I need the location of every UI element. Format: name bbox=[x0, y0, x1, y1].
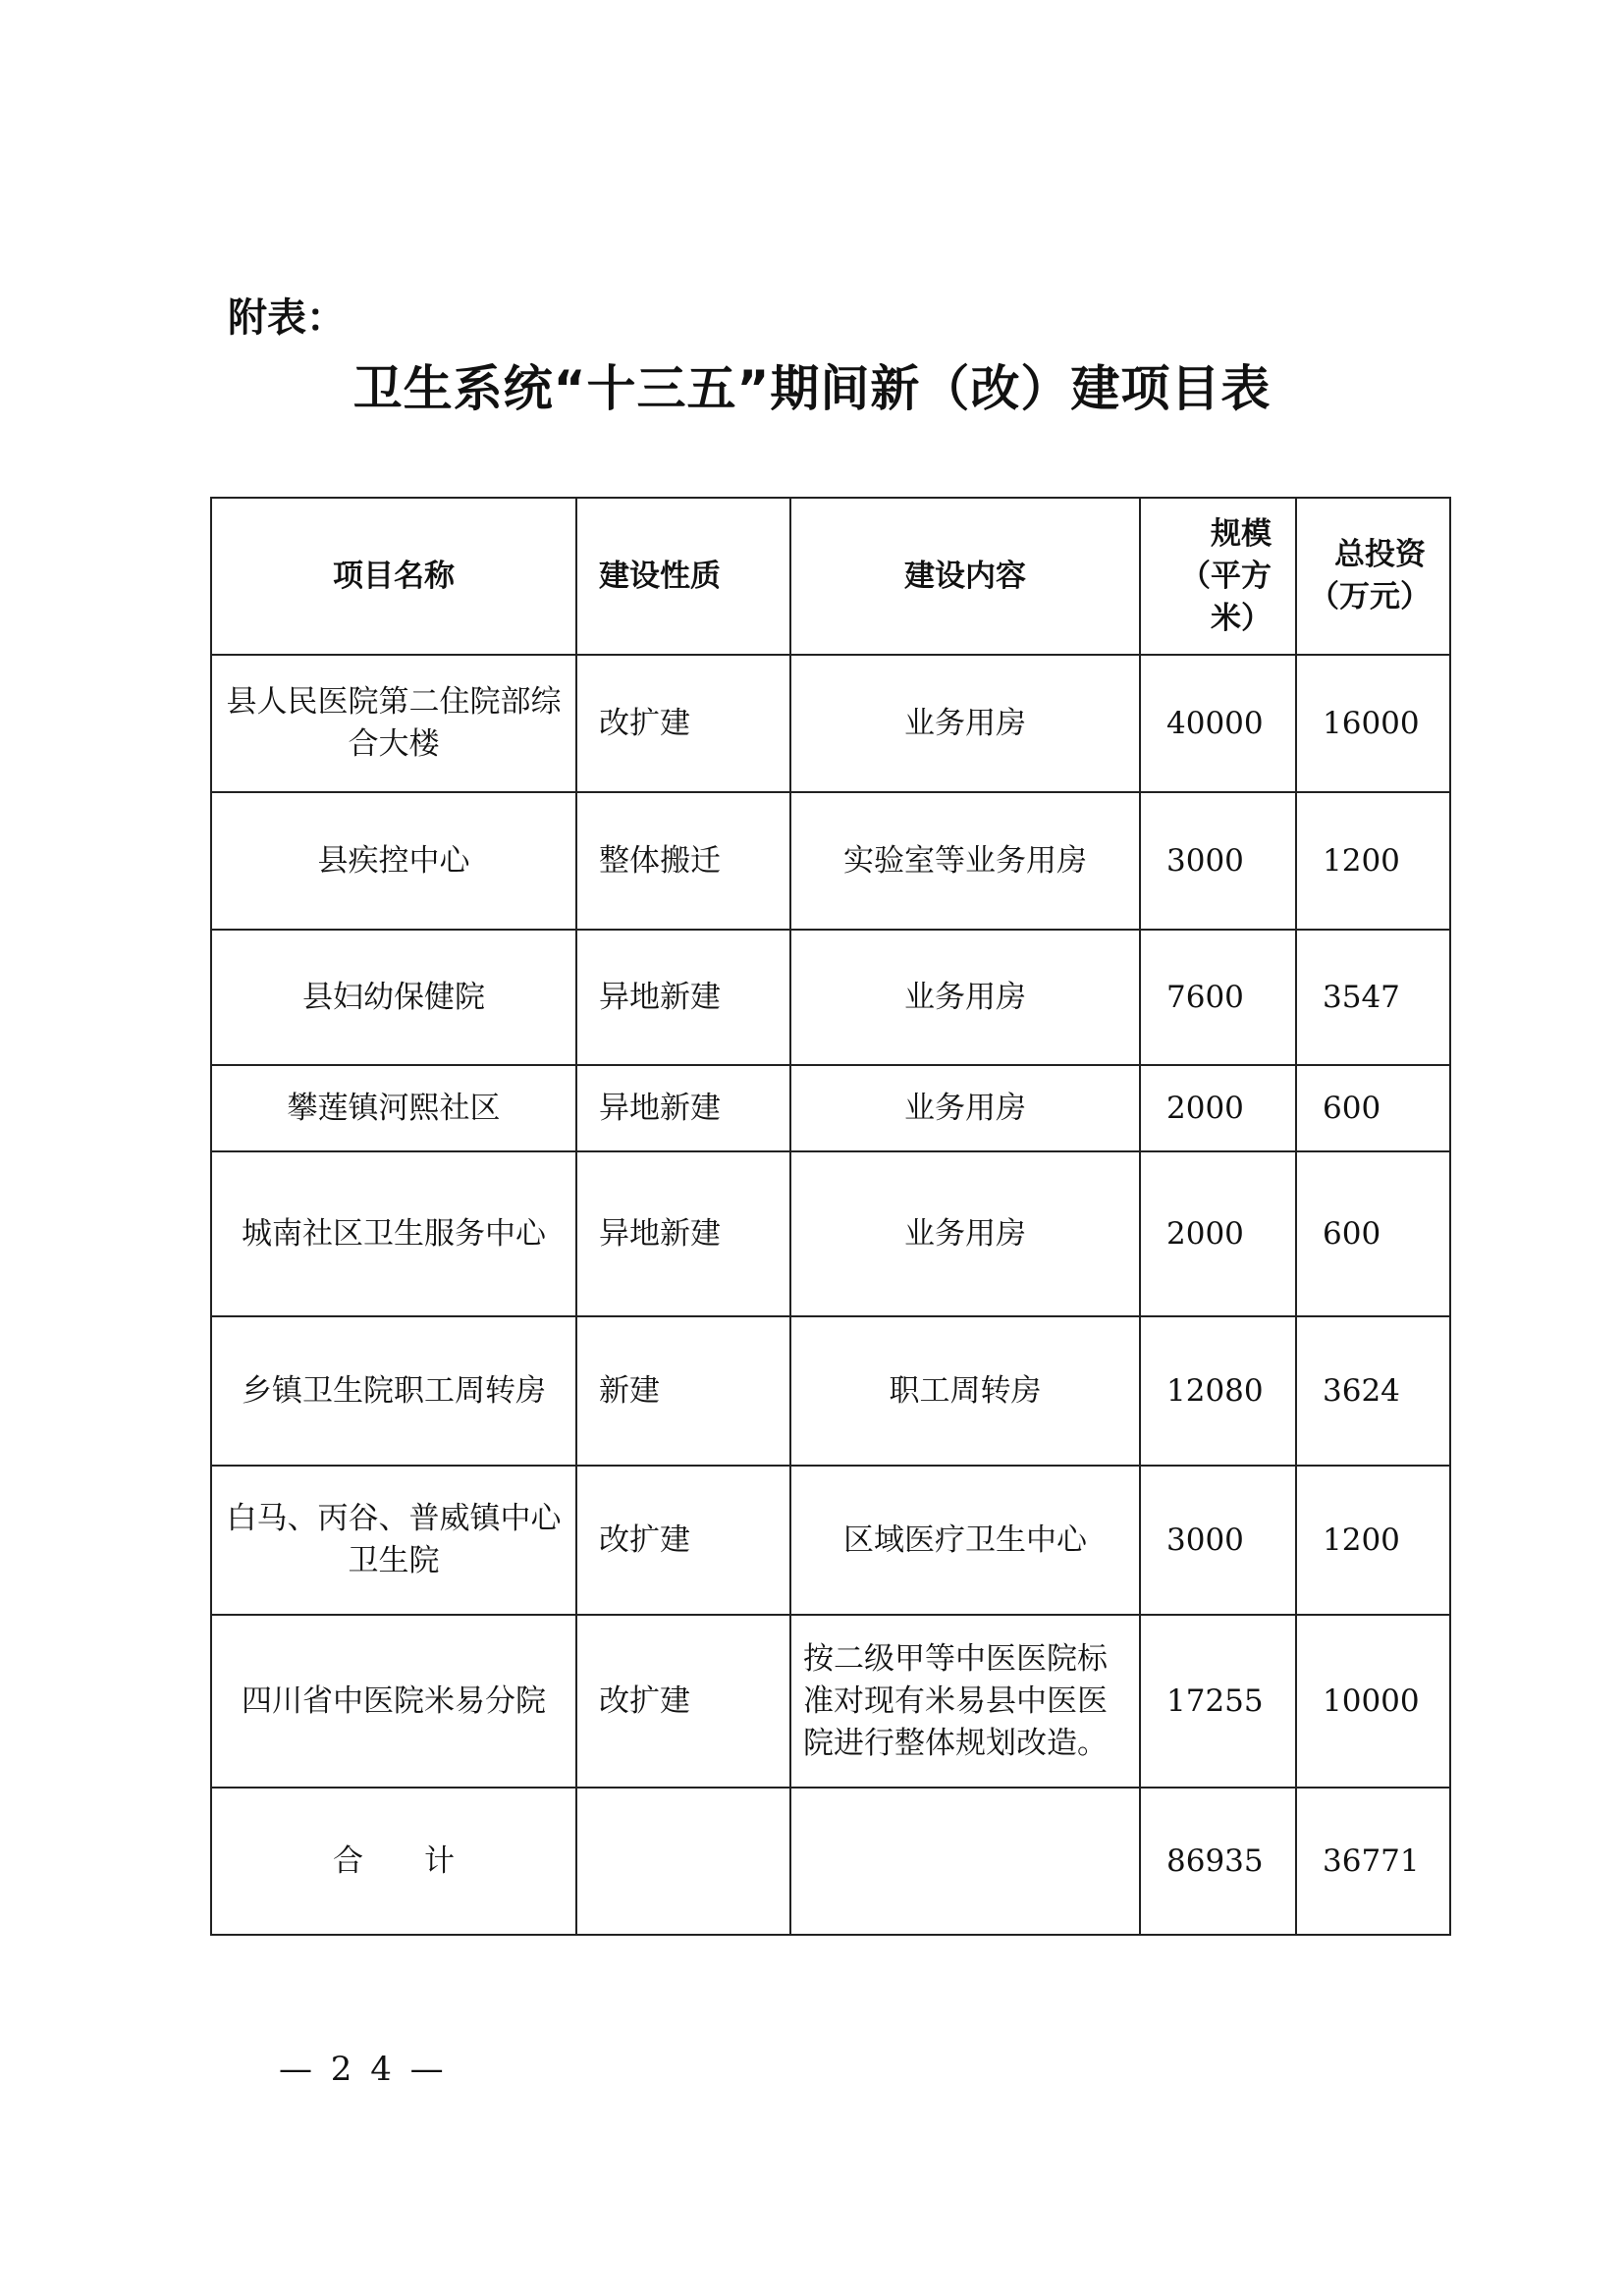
header-name: 项目名称 bbox=[211, 498, 576, 655]
row-nature: 异地新建 bbox=[576, 1151, 790, 1316]
row-name: 白马、丙谷、普威镇中心卫生院 bbox=[211, 1466, 576, 1615]
row-name: 城南社区卫生服务中心 bbox=[211, 1151, 576, 1316]
page-number: — 2 4 — bbox=[279, 2050, 448, 2089]
header-scale: 规模（平方米） bbox=[1140, 498, 1296, 655]
row-scale: 2000 bbox=[1140, 1151, 1296, 1316]
row-name: 县妇幼保健院 bbox=[211, 930, 576, 1065]
row-content: 区域医疗卫生中心 bbox=[790, 1466, 1140, 1615]
table-header-row bbox=[211, 498, 1450, 655]
row-content: 业务用房 bbox=[790, 930, 1140, 1065]
row-name: 攀莲镇河熙社区 bbox=[211, 1065, 576, 1151]
row-content: 业务用房 bbox=[790, 1151, 1140, 1316]
row-scale: 40000 bbox=[1140, 655, 1296, 792]
table-total-row bbox=[211, 1788, 1450, 1935]
table-row bbox=[211, 930, 1450, 1065]
row-scale: 12080 bbox=[1140, 1316, 1296, 1466]
row-investment: 10000 bbox=[1296, 1615, 1450, 1788]
total-scale: 86935 bbox=[1140, 1788, 1296, 1935]
row-name: 县人民医院第二住院部综合大楼 bbox=[211, 655, 576, 792]
total-nature bbox=[576, 1788, 790, 1935]
table-row bbox=[211, 655, 1450, 792]
row-scale: 3000 bbox=[1140, 792, 1296, 930]
project-table bbox=[210, 497, 1451, 1936]
row-investment: 600 bbox=[1296, 1065, 1450, 1151]
table-row bbox=[211, 1615, 1450, 1788]
row-nature: 整体搬迁 bbox=[576, 792, 790, 930]
row-nature: 异地新建 bbox=[576, 1065, 790, 1151]
row-nature: 改扩建 bbox=[576, 1466, 790, 1615]
row-nature: 改扩建 bbox=[576, 655, 790, 792]
row-content: 业务用房 bbox=[790, 655, 1140, 792]
row-nature: 新建 bbox=[576, 1316, 790, 1466]
document-title: 卫生系统“十三五”期间新（改）建项目表 bbox=[352, 360, 1272, 417]
table-row bbox=[211, 792, 1450, 930]
header-content: 建设内容 bbox=[790, 498, 1140, 655]
row-name: 四川省中医院米易分院 bbox=[211, 1615, 576, 1788]
header-investment: 总投资（万元） bbox=[1296, 498, 1450, 655]
row-content: 实验室等业务用房 bbox=[790, 792, 1140, 930]
row-scale: 2000 bbox=[1140, 1065, 1296, 1151]
row-scale: 17255 bbox=[1140, 1615, 1296, 1788]
row-scale: 7600 bbox=[1140, 930, 1296, 1065]
appendix-label: 附表： bbox=[228, 295, 346, 341]
row-content: 按二级甲等中医医院标准对现有米易县中医医院进行整体规划改造。 bbox=[790, 1615, 1140, 1788]
total-label: 合 计 bbox=[211, 1788, 576, 1935]
row-nature: 异地新建 bbox=[576, 930, 790, 1065]
row-investment: 600 bbox=[1296, 1151, 1450, 1316]
total-content bbox=[790, 1788, 1140, 1935]
row-investment: 3547 bbox=[1296, 930, 1450, 1065]
row-investment: 1200 bbox=[1296, 1466, 1450, 1615]
table-row bbox=[211, 1065, 1450, 1151]
row-investment: 3624 bbox=[1296, 1316, 1450, 1466]
total-investment: 36771 bbox=[1296, 1788, 1450, 1935]
table-row bbox=[211, 1466, 1450, 1615]
table-row bbox=[211, 1151, 1450, 1316]
row-investment: 16000 bbox=[1296, 655, 1450, 792]
row-investment: 1200 bbox=[1296, 792, 1450, 930]
row-name: 乡镇卫生院职工周转房 bbox=[211, 1316, 576, 1466]
row-name: 县疾控中心 bbox=[211, 792, 576, 930]
table-row bbox=[211, 1316, 1450, 1466]
row-content: 业务用房 bbox=[790, 1065, 1140, 1151]
row-scale: 3000 bbox=[1140, 1466, 1296, 1615]
header-nature: 建设性质 bbox=[576, 498, 790, 655]
row-content: 职工周转房 bbox=[790, 1316, 1140, 1466]
row-nature: 改扩建 bbox=[576, 1615, 790, 1788]
